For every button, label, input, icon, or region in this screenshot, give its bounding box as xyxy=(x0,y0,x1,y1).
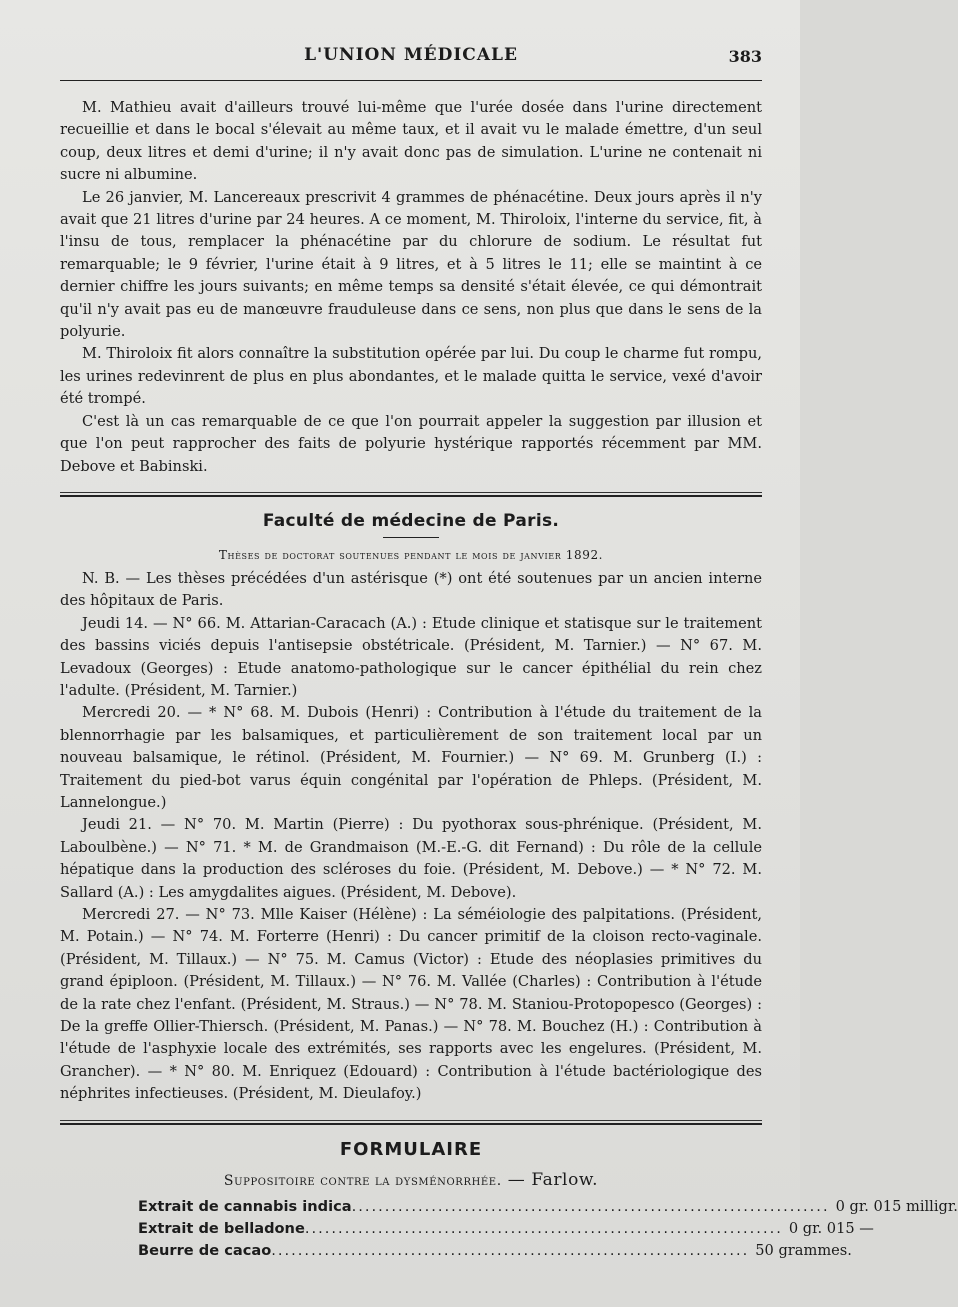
theses-day-entry: Jeudi 14. — N° 66. M. Attarian-Caracach (A.) : Etude clinique et statisque sur le traitement des bassins viciés depuis l'antisepsie obstétricale. (Président, M. Tarnier.) — N° 67. M. Levadoux (Georges) : Etude anatomo-pathologique sur le cancer épithélial du rein chez l'adulte. (Président, M. Tarnier.) xyxy=(60,614,762,699)
theses-note: N. B. — Les thèses précédées d'un astérisque (*) ont été soutenues par un ancien interne des hôpitaux de Paris. xyxy=(60,569,762,610)
article-paragraph: Le 26 janvier, M. Lancereaux prescrivit 4 grammes de phénacétine. Deux jours après il n'y avait que 21 litres d'urine par 24 heures. A ce moment, M. Thiroloix, l'interne du service, fit, à l'insu de tous, remplacer la phénacétine par du chlorure de sodium. Le résultat fut remarquable; le 9 février, l'urine était à 9 litres, et à 5 litres le 11; elle se maintint à ce dernier chiffre les jours suivants; en même temps sa densité s'était élevée, ce qui démontrait qu'il n'y avait pas eu de manœuvre frauduleuse dans ce sens, non plus que dans le sens de la polyurie. xyxy=(60,188,762,341)
ingredient-name: Beurre de cacao xyxy=(138,1241,272,1259)
article-paragraph: C'est là un cas remarquable de ce que l'on pourrait appeler la suggestion par illusion et que l'on peut rapprocher des faits de polyurie hystérique rapportés récemment par MM. Debove et Babinski. xyxy=(60,412,762,475)
leader-dots: ........................................................................ xyxy=(271,1241,750,1259)
article-paragraph: M. Mathieu avait d'ailleurs trouvé lui-même que l'urée dosée dans l'urine directement recueillie et dans le bocal s'élevait au même taux, et il avait vu le malade émettre, d'un seul coup, deux litres et demi d'urine; il n'y avait donc pas de simulation. L'urine ne contenait ni sucre ni albumine. xyxy=(60,99,762,184)
theses-subheading xyxy=(60,548,762,562)
recipe-title-name: Suppositoire contre la dysménorrhée. xyxy=(223,1172,502,1189)
ingredient-row xyxy=(138,1218,874,1240)
formulaire-heading: FORMULAIRE xyxy=(339,1138,483,1160)
leader-dots: ........................................................................ xyxy=(351,1197,830,1215)
recipe-author: — Farlow. xyxy=(501,1169,599,1190)
theses-day-entry: Jeudi 21. — N° 70. M. Martin (Pierre) : Du pyothorax sous-phrénique. (Président, M. Laboulbène.) — N° 71. * M. de Grandmaison (M.-E.-G. dit Fernand) : Du rôle de la cellule hépatique dans la production des scléroses du foie. (Président, M. Debove.) — * N° 72. M. Sallard (A.) : Les amygdalites aigues. (Président, M. Debove). xyxy=(60,816,762,901)
article-paragraph: M. Thiroloix fit alors connaître la substitution opérée par lui. Du coup le charme fut rompu, les urines redevinrent de plus en plus abondantes, et le malade quitta le service, vexé d'avoir été trompé. xyxy=(60,345,762,408)
ingredient-row xyxy=(138,1240,852,1262)
faculte-heading: Faculté de médecine de Paris. xyxy=(262,510,560,531)
header-rule xyxy=(60,80,762,81)
ingredient-quantity: 50 grammes. xyxy=(755,1241,852,1259)
article-continuation xyxy=(60,97,762,478)
theses-list xyxy=(60,568,762,1106)
theses-subheading-text: Thèses de doctorat soutenues pendant le mois de janvier 1892. xyxy=(218,547,604,562)
ingredient-name: Extrait de belladone xyxy=(138,1219,305,1237)
section-double-rule xyxy=(60,492,762,497)
recipe-ingredients xyxy=(138,1196,958,1262)
ingredient-row xyxy=(138,1196,958,1218)
ingredient-name: Extrait de cannabis indica xyxy=(138,1197,352,1215)
page-number: 383 xyxy=(728,47,762,66)
journal-title: L'UNION MÉDICALE xyxy=(304,45,518,65)
theses-day-entry: Mercredi 20. — * N° 68. M. Dubois (Henri) : Contribution à l'étude du traitement de la blennorrhagie par les balsamiques, et particulièrement de son traitement local par un nouveau balsamique, le rétinol. (Président, M. Fournier.) — N° 69. M. Grunberg (I.) : Traitement du pied-bot varus équin congénital par l'opération de Phleps. (Président, M. Lannelongue.) xyxy=(60,704,762,811)
section-divider xyxy=(383,537,439,538)
running-header xyxy=(60,0,762,78)
leader-dots: ........................................................................ xyxy=(304,1219,783,1237)
ingredient-quantity: 0 gr. 015 milligr. xyxy=(835,1197,958,1215)
ingredient-quantity: 0 gr. 015 — xyxy=(788,1219,874,1237)
section-double-rule xyxy=(60,1120,762,1125)
theses-day-entry: Mercredi 27. — N° 73. Mlle Kaiser (Hélène) : La séméiologie des palpitations. (Président, M. Potain.) — N° 74. M. Forterre (Henri) : Du cancer primitif de la cloison recto-vaginale. (Président, M. Tillaux.) — N° 75. M. Camus (Victor) : Etude des néoplasies primitives du grand épiploon. (Président, M. Tillaux.) — N° 76. M. Vallée (Charles) : Contribution à l'étude de la rate chez l'enfant. (Président, M. Straus.) — N° 78. M. Staniou-Protopopesco (Georges) : De la greffe Ollier-Thiersch. (Président, M. Panas.) — N° 78. M. Bouchez (H.) : Contribution à l'étude de l'asphyxie locale des extrémités, ses rapports avec les engelures. (Président, M. Grancher). — * N° 80. M. Enriquez (Edouard) : Contribution à l'étude bactériologique des néphrites infectieuses. (Président, M. Dieulafoy.) xyxy=(60,906,762,1103)
recipe-title xyxy=(60,1170,762,1190)
